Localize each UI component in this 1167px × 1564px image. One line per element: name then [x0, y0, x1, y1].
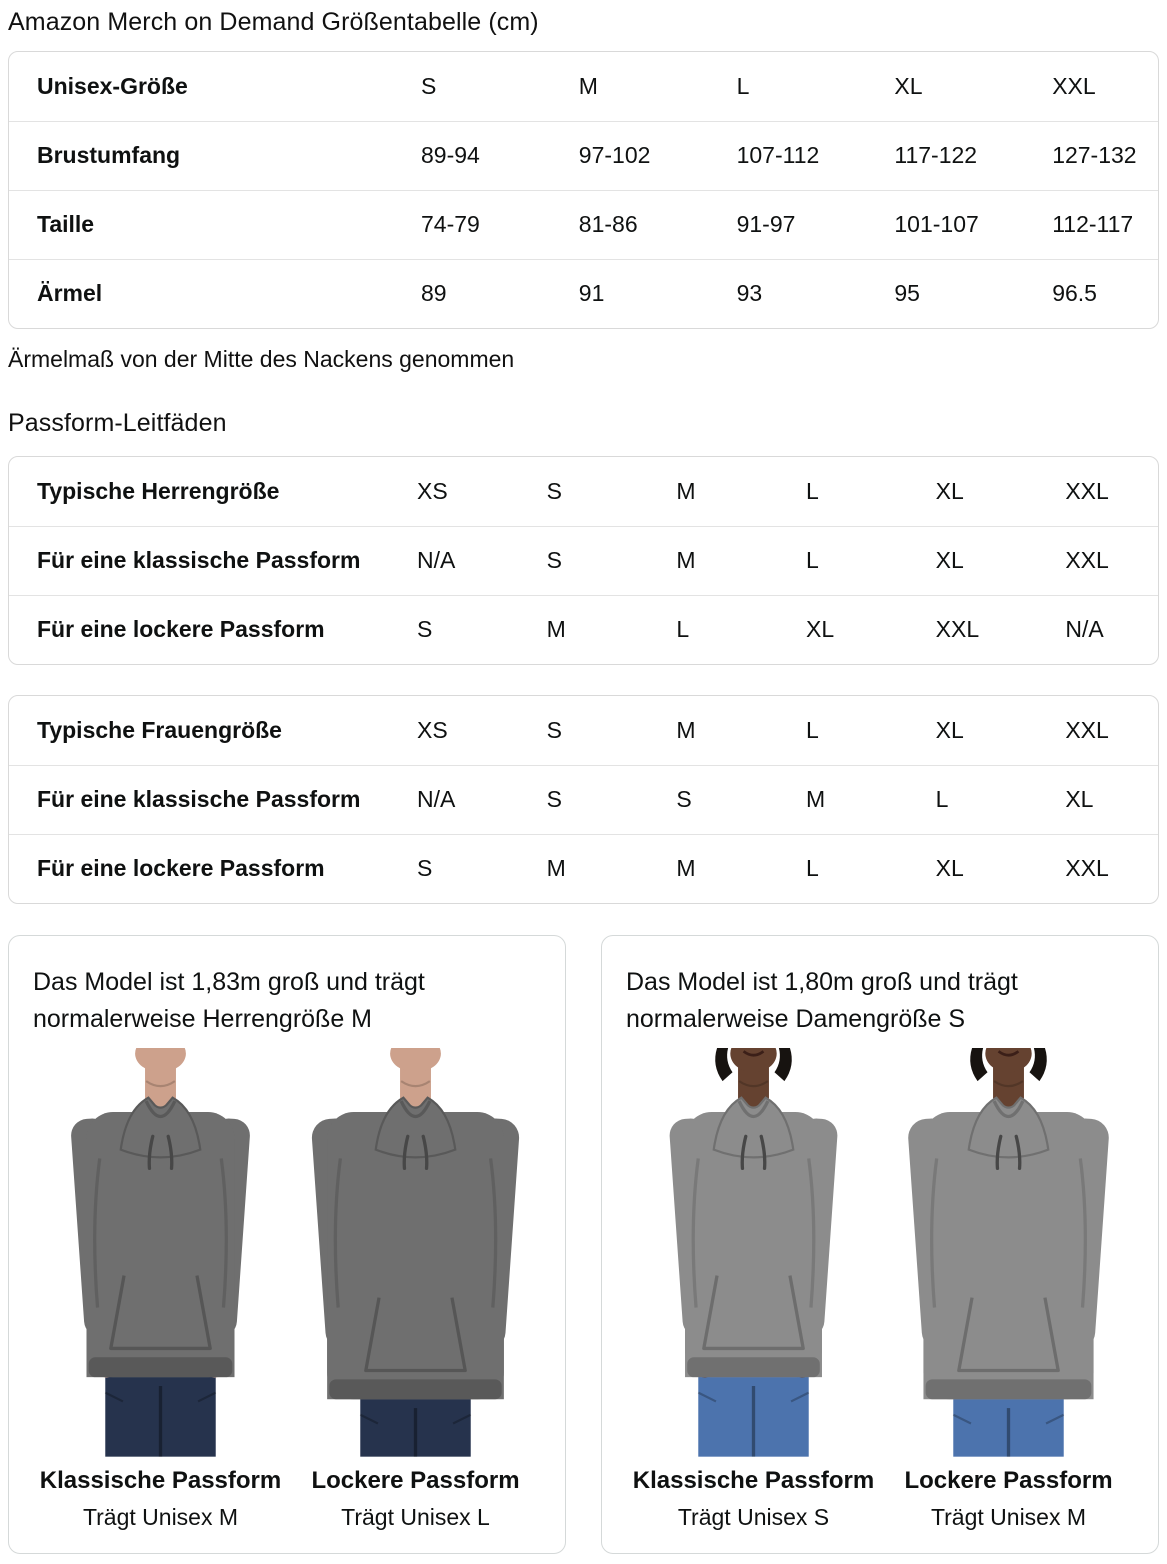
cell-value: M: [578, 72, 598, 99]
womens-fit-table: [8, 695, 1159, 904]
cell-value: L: [806, 855, 819, 882]
figure-classic-fit: [33, 1048, 288, 1531]
cell-value: XXL: [1065, 547, 1109, 574]
cell-value: 89: [421, 280, 447, 307]
cell-value: XL: [1065, 786, 1094, 813]
cell-value: L: [806, 547, 819, 574]
fit-label: Lockere Passform: [311, 1466, 520, 1494]
row-label: Typische Frauengröße: [37, 716, 282, 743]
female-model-classic-fit-photo: [626, 1048, 881, 1457]
male-model-card: [8, 935, 566, 1554]
male-model-loose-fit-photo: [288, 1048, 543, 1457]
female-model-card: [601, 935, 1159, 1554]
cell-value: XL: [935, 547, 964, 574]
cell-value: L: [806, 716, 819, 743]
cell-value: M: [676, 547, 696, 574]
table-row: [9, 526, 1158, 595]
row-label: Taille: [37, 211, 95, 238]
table-row: [9, 696, 1158, 765]
model-cards: [8, 935, 1159, 1554]
cell-value: XXL: [1065, 477, 1109, 504]
cell-value: N/A: [417, 786, 456, 813]
table-row: [9, 765, 1158, 834]
cell-value: XL: [806, 616, 835, 643]
cell-value: L: [935, 786, 949, 813]
cell-value: 91-97: [736, 211, 796, 238]
cell-value: 101-107: [894, 211, 979, 238]
figure-loose-fit: [881, 1048, 1136, 1531]
cell-value: 91: [578, 280, 605, 307]
page-title: Amazon Merch on Demand Größentabelle (cm): [8, 8, 539, 36]
cell-value: S: [546, 547, 562, 574]
row-label: Typische Herrengröße: [37, 477, 280, 504]
cell-value: S: [546, 786, 562, 813]
cell-value: S: [676, 786, 692, 813]
table-row: [9, 595, 1158, 664]
cell-value: S: [417, 855, 433, 882]
worn-size-label: Trägt Unisex S: [677, 1503, 830, 1530]
cell-value: XL: [935, 477, 964, 504]
female-model-loose-fit-photo: [881, 1048, 1136, 1457]
cell-value: S: [546, 477, 562, 504]
cell-value: XXL: [935, 616, 980, 643]
unisex-size-table: [8, 51, 1159, 329]
mens-fit-table: [8, 456, 1159, 665]
fit-label: Klassische Passform: [39, 1466, 282, 1494]
cell-value: 95: [894, 280, 920, 307]
table-row: [9, 457, 1158, 526]
figure-loose-fit: [288, 1048, 543, 1531]
cell-value: S: [546, 716, 562, 743]
cell-value: S: [421, 72, 437, 99]
cell-value: 81-86: [578, 211, 638, 238]
cell-value: M: [546, 616, 566, 643]
cell-value: L: [736, 72, 750, 99]
row-label: Für eine klassische Passform: [37, 786, 361, 813]
cell-value: XS: [417, 477, 448, 504]
row-label: Brustumfang: [37, 142, 181, 169]
row-label: Für eine klassische Passform: [37, 547, 361, 574]
model-figures: [626, 1048, 1136, 1531]
cell-value: XS: [417, 716, 448, 743]
row-label: Für eine lockere Passform: [37, 616, 325, 643]
worn-size-label: Trägt Unisex M: [930, 1503, 1087, 1530]
cell-value: 127-132: [1052, 142, 1137, 169]
model-description: Das Model ist 1,83m groß und trägt normalerweise Herrengröße M: [33, 968, 425, 1033]
cell-value: 89-94: [421, 142, 480, 169]
cell-value: 96.5: [1052, 280, 1097, 307]
cell-value: L: [676, 616, 690, 643]
table-row: [9, 259, 1158, 328]
worn-size-label: Trägt Unisex L: [341, 1503, 490, 1530]
sleeve-measure-note: Ärmelmaß von der Mitte des Nackens genommen: [8, 346, 515, 372]
cell-value: N/A: [1065, 616, 1104, 643]
cell-value: N/A: [417, 547, 456, 574]
fit-label: Klassische Passform: [632, 1466, 875, 1494]
cell-value: M: [676, 855, 696, 882]
fit-guides-heading: Passform-Leitfäden: [8, 409, 227, 437]
cell-value: S: [417, 616, 433, 643]
cell-value: M: [676, 716, 696, 743]
cell-value: 112-117: [1052, 211, 1134, 238]
cell-value: M: [806, 786, 826, 813]
cell-value: XXL: [1065, 716, 1109, 743]
cell-value: M: [546, 855, 566, 882]
cell-value: 97-102: [578, 142, 651, 169]
cell-value: XXL: [1052, 72, 1096, 99]
cell-value: M: [676, 477, 696, 504]
cell-value: 107-112: [736, 142, 820, 169]
cell-value: XL: [894, 72, 923, 99]
cell-value: 74-79: [421, 211, 480, 238]
row-label: Für eine lockere Passform: [37, 855, 325, 882]
cell-value: XL: [935, 855, 964, 882]
male-model-classic-fit-photo: [33, 1048, 288, 1457]
row-label: Unisex-Größe: [37, 72, 188, 99]
table-row: [9, 121, 1158, 190]
row-label: Ärmel: [37, 280, 103, 307]
model-description: Das Model ist 1,80m groß und trägt normalerweise Damengröße S: [626, 968, 1018, 1033]
cell-value: XL: [935, 716, 964, 743]
model-figures: [33, 1048, 543, 1531]
fit-label: Lockere Passform: [904, 1466, 1113, 1494]
figure-classic-fit: [626, 1048, 881, 1531]
cell-value: 93: [736, 280, 763, 307]
cell-value: XXL: [1065, 855, 1109, 882]
cell-value: L: [806, 477, 819, 504]
cell-value: 117-122: [894, 142, 978, 169]
worn-size-label: Trägt Unisex M: [82, 1503, 239, 1530]
table-row: [9, 190, 1158, 259]
table-row: [9, 834, 1158, 903]
table-row: [9, 52, 1158, 121]
